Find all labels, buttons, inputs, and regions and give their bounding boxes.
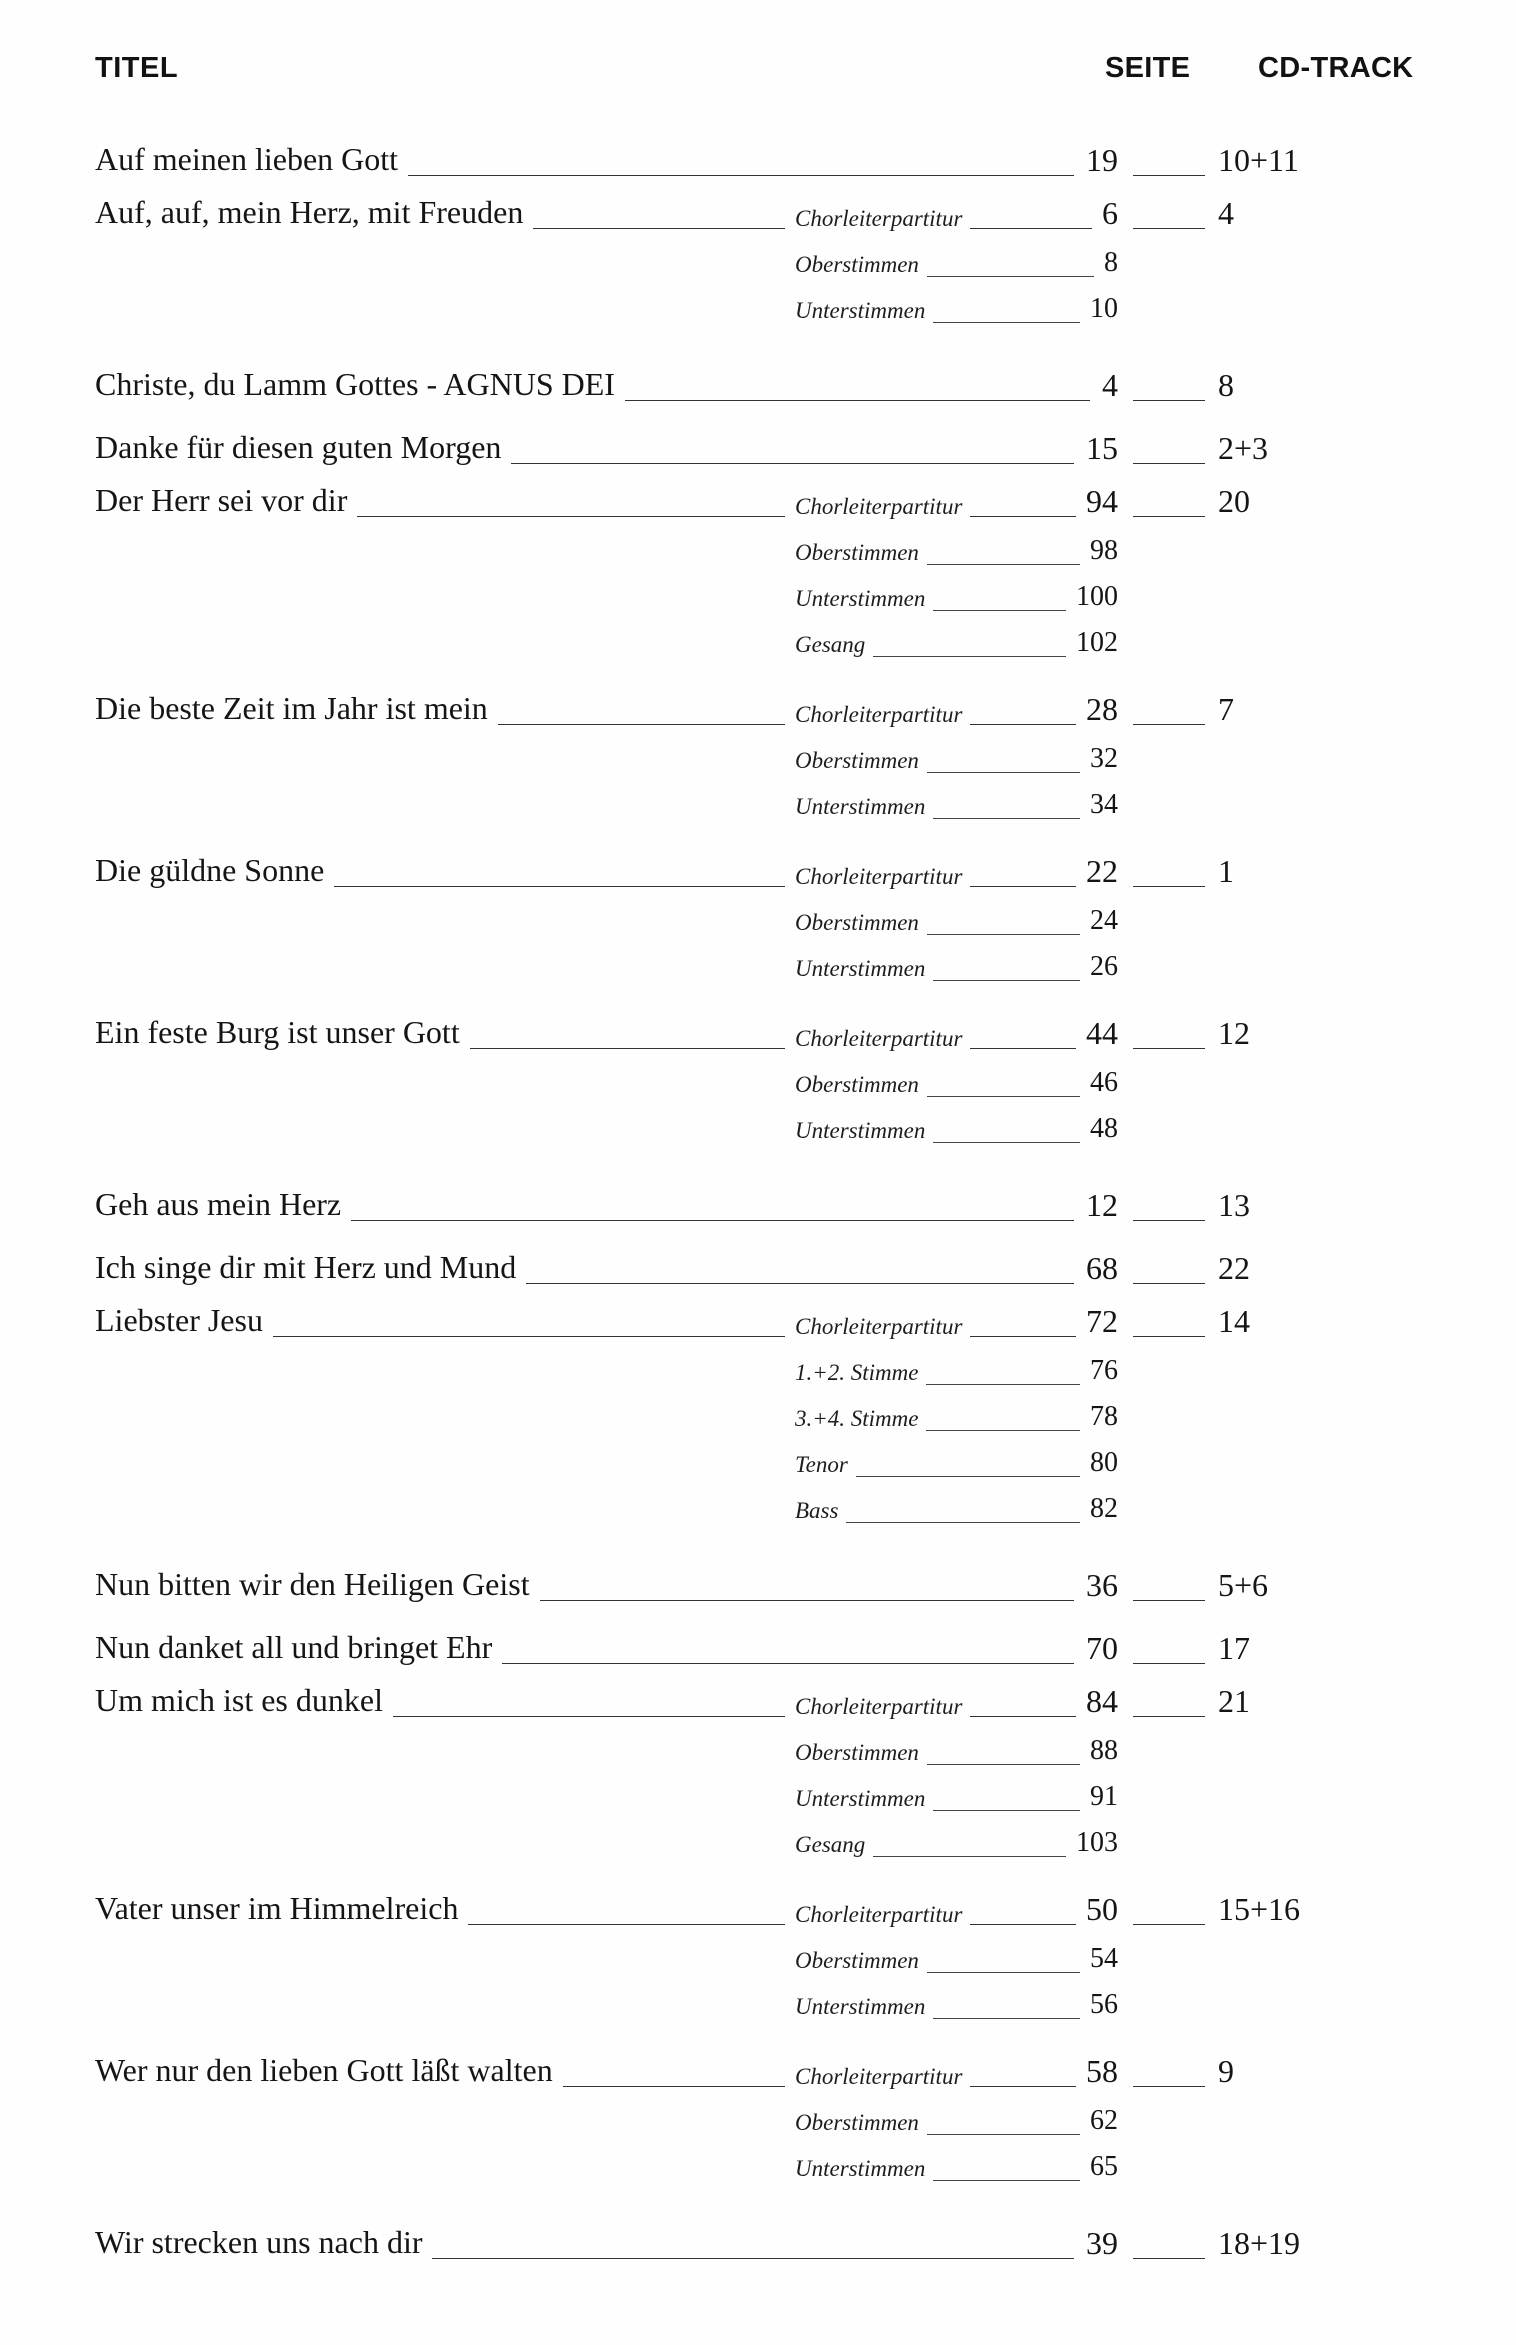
leader-rule [1133, 1663, 1205, 1664]
toc-entry-main-line[interactable] [0, 1009, 1516, 1062]
toc-entry-title: Nun bitten wir den Heiligen Geist [95, 1566, 530, 1602]
entry-spacer [0, 2192, 1516, 2209]
toc-entry-title: Ich singe dir mit Herz und Mund [95, 1249, 517, 1285]
toc-entry-title: Nun danket all und bringet Ehr [95, 1629, 493, 1665]
leader-rule [927, 1096, 1080, 1097]
leader-rule [408, 175, 1074, 176]
toc-entry-part-label: Oberstimmen [795, 540, 919, 565]
leader-rule [1133, 1924, 1205, 1925]
leader-rule [927, 564, 1080, 565]
toc-entry-page-number: 68 [1086, 1250, 1118, 1286]
toc-entry-page-number: 50 [1086, 1891, 1118, 1927]
toc-entry-main-line[interactable] [0, 1551, 1516, 1614]
entry-spacer [0, 1534, 1516, 1551]
leader-rule [933, 610, 1066, 611]
toc-entry-cd-track: 7 [1218, 691, 1234, 727]
toc-entry-part-label: Chorleiterpartitur [795, 2064, 963, 2089]
toc-entry-sub-line[interactable] [0, 1108, 1516, 1154]
toc-entry-sub-line[interactable] [0, 1822, 1516, 1868]
toc-entry-page-number: 44 [1086, 1015, 1118, 1051]
toc-entry-page-number: 98 [1090, 535, 1118, 566]
leader-rule [873, 656, 1066, 657]
toc-entry-main-line[interactable] [0, 1885, 1516, 1938]
toc-entry-part-label: 1.+2. Stimme [795, 1360, 919, 1385]
toc-entry-part-label: Chorleiterpartitur [795, 864, 963, 889]
toc-entry-part-label: Chorleiterpartitur [795, 702, 963, 727]
toc-entry-main-line[interactable] [0, 1614, 1516, 1677]
leader-rule [927, 1972, 1080, 1973]
leader-rule [1133, 228, 1205, 229]
entry-spacer [0, 334, 1516, 351]
toc-entry-page-number: 76 [1090, 1355, 1118, 1386]
toc-entry-cd-track: 21 [1218, 1683, 1250, 1719]
toc-entry-main-line[interactable] [0, 1234, 1516, 1297]
toc-entry-cd-track: 18+19 [1218, 2225, 1301, 2261]
toc-entry-part-label: Oberstimmen [795, 748, 919, 773]
toc-entry-sub-line[interactable] [0, 2146, 1516, 2192]
toc-entry-page-number: 46 [1090, 1067, 1118, 1098]
toc-entry-page-number: 6 [1102, 195, 1118, 231]
leader-rule [1133, 1716, 1205, 1717]
toc-entry-page-number: 88 [1090, 1735, 1118, 1766]
toc-entry-title: Danke für diesen guten Morgen [95, 429, 502, 465]
leader-rule [927, 2134, 1080, 2135]
toc-entry-page-number: 103 [1076, 1827, 1118, 1858]
toc-entry-sub-line[interactable] [0, 1938, 1516, 1984]
leader-rule [933, 818, 1080, 819]
leader-rule [1133, 400, 1205, 401]
leader-rule [927, 276, 1094, 277]
toc-entry-main-line[interactable] [0, 414, 1516, 477]
toc-entry[interactable] [0, 685, 1516, 847]
leader-rule [357, 516, 785, 517]
toc-entry-part-label: Chorleiterpartitur [795, 1902, 963, 1927]
toc-entry-sub-line[interactable] [0, 1776, 1516, 1822]
toc-entry-main-line[interactable] [0, 847, 1516, 900]
toc-entry-sub-line[interactable] [0, 1350, 1516, 1396]
toc-entry-main-line[interactable] [0, 1171, 1516, 1234]
toc-entry-cd-track: 15+16 [1218, 1891, 1301, 1927]
toc-entry-page-number: 72 [1086, 1303, 1118, 1339]
toc-entry-part-label: Oberstimmen [795, 910, 919, 935]
toc-entry-title: Wer nur den lieben Gott läßt walten [95, 2052, 553, 2088]
toc-entry-main-line[interactable] [0, 685, 1516, 738]
leader-rule [1133, 724, 1205, 725]
leader-rule [927, 772, 1080, 773]
toc-entry-main-line[interactable] [0, 126, 1516, 189]
column-headers [95, 52, 1425, 98]
leader-rule [1133, 1048, 1205, 1049]
leader-rule [1133, 1283, 1205, 1284]
toc-entry-cd-track: 14 [1218, 1303, 1250, 1339]
leader-rule [625, 400, 1090, 401]
toc-entry-cd-track: 20 [1218, 483, 1250, 519]
toc-entry-page-number: 22 [1086, 853, 1118, 889]
toc-entry-part-label: Unterstimmen [795, 2156, 926, 2181]
toc-entry-sub-line[interactable] [0, 530, 1516, 576]
column-header-cd-track: CD-TRACK [1258, 52, 1414, 84]
toc-entry-part-label: Oberstimmen [795, 252, 919, 277]
leader-rule [1133, 516, 1205, 517]
toc-entry-sub-line[interactable] [0, 622, 1516, 668]
toc-entry-title: Christe, du Lamm Gottes - AGNUS DEI [95, 366, 615, 402]
column-header-seite: SEITE [1105, 52, 1191, 84]
leader-rule [856, 1476, 1080, 1477]
toc-entry[interactable] [0, 1677, 1516, 1885]
toc-entry[interactable] [0, 2209, 1516, 2272]
toc-entry-sub-line[interactable] [0, 1062, 1516, 1108]
entry-spacer [0, 1154, 1516, 1171]
toc-entry-title: Um mich ist es dunkel [95, 1682, 383, 1718]
toc-entry-part-label: Bass [795, 1498, 839, 1523]
toc-entry-page-number: 54 [1090, 1943, 1118, 1974]
toc-entry-page-number: 62 [1090, 2105, 1118, 2136]
leader-rule [1133, 2258, 1205, 2259]
leader-rule [470, 1048, 785, 1049]
toc-entry-page-number: 19 [1086, 142, 1118, 178]
toc-entry-title: Ein feste Burg ist unser Gott [95, 1014, 460, 1050]
leader-rule [334, 886, 785, 887]
leader-rule [970, 1716, 1076, 1717]
toc-entry-page-number: 56 [1090, 1989, 1118, 2020]
toc-entry-sub-line[interactable] [0, 2100, 1516, 2146]
toc-entry-part-label: Unterstimmen [795, 1994, 926, 2019]
leader-rule [970, 1336, 1076, 1337]
toc-entry-sub-line[interactable] [0, 576, 1516, 622]
leader-rule [498, 724, 785, 725]
leader-rule [1133, 175, 1205, 176]
column-header-titel: TITEL [95, 52, 179, 84]
toc-entry-part-label: Oberstimmen [795, 2110, 919, 2135]
toc-entry-title: Die beste Zeit im Jahr ist mein [95, 690, 488, 726]
table-of-contents-list [0, 126, 1516, 2272]
toc-entry-part-label: Chorleiterpartitur [795, 1026, 963, 1051]
toc-entry-sub-line[interactable] [0, 1442, 1516, 1488]
toc-entry-page-number: 15 [1086, 430, 1118, 466]
toc-entry-page-number: 24 [1090, 905, 1118, 936]
toc-entry-title: Auf, auf, mein Herz, mit Freuden [95, 194, 524, 230]
toc-entry-page-number: 12 [1086, 1187, 1118, 1223]
toc-entry-page-number: 48 [1090, 1113, 1118, 1144]
leader-rule [540, 1600, 1074, 1601]
toc-entry-sub-line[interactable] [0, 1984, 1516, 2030]
leader-rule [933, 1142, 1080, 1143]
toc-entry-cd-track: 8 [1218, 367, 1234, 403]
toc-entry-page-number: 91 [1090, 1781, 1118, 1812]
toc-entry[interactable] [0, 847, 1516, 1009]
toc-entry-sub-line[interactable] [0, 242, 1516, 288]
toc-entry-main-line[interactable] [0, 2047, 1516, 2100]
leader-rule [970, 886, 1076, 887]
toc-entry[interactable] [0, 2047, 1516, 2209]
toc-entry-part-label: Chorleiterpartitur [795, 494, 963, 519]
toc-entry-main-line[interactable] [0, 189, 1516, 242]
leader-rule [468, 1924, 785, 1925]
leader-rule [502, 1663, 1074, 1664]
toc-entry-part-label: Gesang [795, 1832, 866, 1857]
toc-entry-page-number: 82 [1090, 1493, 1118, 1524]
toc-entry-part-label: Unterstimmen [795, 956, 926, 981]
toc-entry-page-number: 84 [1086, 1683, 1118, 1719]
toc-entry-part-label: Unterstimmen [795, 794, 926, 819]
toc-entry-part-label: Unterstimmen [795, 1118, 926, 1143]
entry-spacer [0, 2030, 1516, 2047]
toc-entry-sub-line[interactable] [0, 900, 1516, 946]
entry-spacer [0, 830, 1516, 847]
toc-entry-part-label: Tenor [795, 1452, 848, 1477]
toc-entry-sub-line[interactable] [0, 288, 1516, 334]
toc-entry-title: Der Herr sei vor dir [95, 482, 348, 518]
leader-rule [526, 1283, 1074, 1284]
toc-entry-cd-track: 1 [1218, 853, 1234, 889]
toc-entry[interactable] [0, 1234, 1516, 1297]
toc-entry-page-number: 32 [1090, 743, 1118, 774]
leader-rule [1133, 1336, 1205, 1337]
toc-entry-page-number: 58 [1086, 2053, 1118, 2089]
leader-rule [933, 2180, 1080, 2181]
leader-rule [1133, 1220, 1205, 1221]
leader-rule [511, 463, 1074, 464]
toc-entry-main-line[interactable] [0, 477, 1516, 530]
toc-entry-part-label: Unterstimmen [795, 586, 926, 611]
toc-entry-page-number: 10 [1090, 293, 1118, 324]
toc-entry-part-label: Oberstimmen [795, 1948, 919, 1973]
toc-entry-cd-track: 10+11 [1218, 142, 1299, 178]
toc-entry-cd-track: 4 [1218, 195, 1234, 231]
leader-rule [926, 1384, 1080, 1385]
leader-rule [1133, 2086, 1205, 2087]
toc-entry[interactable] [0, 1171, 1516, 1234]
leader-rule [970, 2086, 1076, 2087]
toc-entry-title: Die güldne Sonne [95, 852, 325, 888]
toc-entry[interactable] [0, 1297, 1516, 1551]
toc-entry-page-number: 26 [1090, 951, 1118, 982]
leader-rule [873, 1856, 1066, 1857]
leader-rule [563, 2086, 785, 2087]
toc-entry-page-number: 4 [1102, 367, 1118, 403]
leader-rule [933, 322, 1080, 323]
entry-spacer [0, 1868, 1516, 1885]
toc-entry-main-line[interactable] [0, 1677, 1516, 1730]
toc-entry-main-line[interactable] [0, 351, 1516, 414]
toc-entry-part-label: Chorleiterpartitur [795, 1314, 963, 1339]
toc-entry-page-number: 65 [1090, 2151, 1118, 2182]
toc-entry-cd-track: 13 [1218, 1187, 1250, 1223]
toc-entry-part-label: Oberstimmen [795, 1072, 919, 1097]
leader-rule [926, 1430, 1080, 1431]
toc-entry-page-number: 100 [1076, 581, 1118, 612]
toc-entry-title: Auf meinen lieben Gott [95, 141, 399, 177]
leader-rule [970, 724, 1076, 725]
toc-entry-sub-line[interactable] [0, 1396, 1516, 1442]
toc-entry-page-number: 70 [1086, 1630, 1118, 1666]
entry-spacer [0, 992, 1516, 1009]
toc-entry-title: Wir strecken uns nach dir [95, 2224, 423, 2260]
toc-entry-cd-track: 2+3 [1218, 430, 1269, 466]
toc-entry-sub-line[interactable] [0, 784, 1516, 830]
toc-entry-cd-track: 22 [1218, 1250, 1250, 1286]
leader-rule [432, 2258, 1074, 2259]
toc-entry-sub-line[interactable] [0, 738, 1516, 784]
toc-entry-cd-track: 12 [1218, 1015, 1250, 1051]
toc-entry-page-number: 94 [1086, 483, 1118, 519]
toc-entry-cd-track: 5+6 [1218, 1567, 1269, 1603]
toc-entry-page-number: 36 [1086, 1567, 1118, 1603]
leader-rule [1133, 1600, 1205, 1601]
toc-entry[interactable] [0, 414, 1516, 477]
toc-entry-title: Geh aus mein Herz [95, 1186, 342, 1222]
leader-rule [273, 1336, 785, 1337]
leader-rule [933, 2018, 1080, 2019]
leader-rule [351, 1220, 1074, 1221]
leader-rule [1133, 886, 1205, 887]
leader-rule [933, 1810, 1080, 1811]
leader-rule [927, 934, 1080, 935]
toc-entry[interactable] [0, 126, 1516, 189]
toc-entry-page-number: 102 [1076, 627, 1118, 658]
toc-entry-sub-line[interactable] [0, 1730, 1516, 1776]
toc-entry[interactable] [0, 1551, 1516, 1614]
toc-entry-sub-line[interactable] [0, 946, 1516, 992]
toc-entry-part-label: Chorleiterpartitur [795, 206, 963, 231]
leader-rule [970, 1924, 1076, 1925]
toc-entry-part-label: Gesang [795, 632, 866, 657]
toc-entry-page-number: 39 [1086, 2225, 1118, 2261]
toc-entry-page-number: 34 [1090, 789, 1118, 820]
toc-entry-sub-line[interactable] [0, 1488, 1516, 1534]
toc-entry-part-label: Unterstimmen [795, 298, 926, 323]
leader-rule [927, 1764, 1080, 1765]
leader-rule [933, 980, 1080, 981]
leader-rule [970, 516, 1076, 517]
toc-entry-main-line[interactable] [0, 2209, 1516, 2272]
toc-entry[interactable] [0, 477, 1516, 685]
toc-entry-title: Vater unser im Himmelreich [95, 1890, 459, 1926]
toc-entry[interactable] [0, 1885, 1516, 2047]
leader-rule [1133, 463, 1205, 464]
leader-rule [970, 1048, 1076, 1049]
toc-entry-page-number: 8 [1104, 247, 1118, 278]
toc-entry-title: Liebster Jesu [95, 1302, 263, 1338]
leader-rule [970, 228, 1092, 229]
toc-entry-cd-track: 17 [1218, 1630, 1250, 1666]
leader-rule [533, 228, 785, 229]
toc-entry-page-number: 80 [1090, 1447, 1118, 1478]
entry-spacer [0, 668, 1516, 685]
toc-entry[interactable] [0, 189, 1516, 351]
toc-entry-part-label: Chorleiterpartitur [795, 1694, 963, 1719]
toc-entry-page-number: 28 [1086, 691, 1118, 727]
leader-rule [846, 1522, 1080, 1523]
toc-entry-page-number: 78 [1090, 1401, 1118, 1432]
toc-entry-part-label: 3.+4. Stimme [795, 1406, 919, 1431]
toc-entry[interactable] [0, 1614, 1516, 1677]
leader-rule [393, 1716, 785, 1717]
toc-entry-main-line[interactable] [0, 1297, 1516, 1350]
toc-entry-part-label: Unterstimmen [795, 1786, 926, 1811]
toc-entry-part-label: Oberstimmen [795, 1740, 919, 1765]
toc-entry-cd-track: 9 [1218, 2053, 1234, 2089]
toc-entry[interactable] [0, 1009, 1516, 1171]
toc-entry[interactable] [0, 351, 1516, 414]
